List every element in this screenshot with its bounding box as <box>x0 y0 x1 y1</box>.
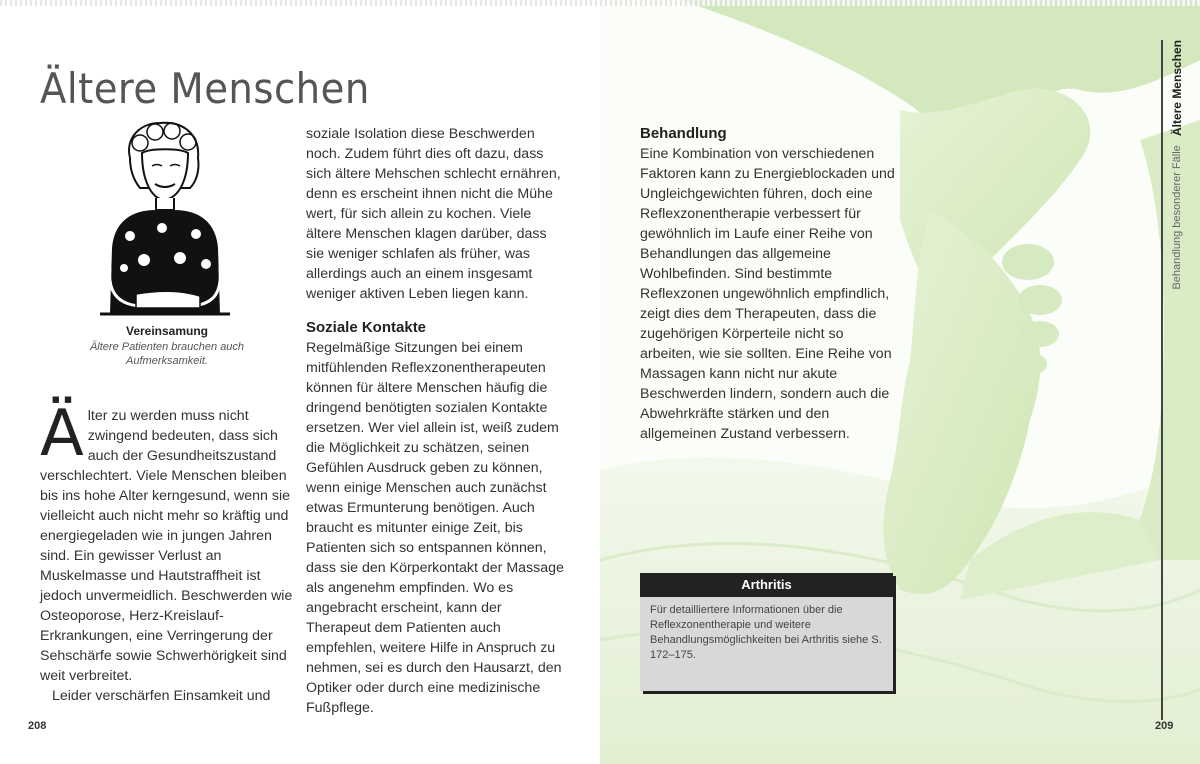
subheading-soziale-kontakte: Soziale Kontakte <box>306 319 427 336</box>
chapter-label: Ältere Menschen <box>1170 40 1184 137</box>
caption-title: Vereinsamung <box>125 324 209 338</box>
running-header <box>1148 40 1200 290</box>
top-stripe <box>0 0 1200 6</box>
paragraph: Regelmäßige Sitzungen bei einem mitfühlenden Reflexzonentherapeuten können für ältere Menschen häufig die dringend benötigten sozialen Kontakte ersetzen. Wer viel allein ist, weiß zudem die Möglichkeit zu schätzen, seinen Gefühlen Ausdruck geben zu können, wenn einige Menschen auch zunächst etwas Ermunterung benötigen. Auch braucht es mitunter einige Zeit, bis Patienten sich so entspannen können, dass sie den Körperkontakt der Massage als angenehm empfinden. Wo es angebracht erscheint, kann der Therapeut dem Patienten auch empfehlen, weitere Hilfe in Anspruch zu nehmen, sei es durch den Hausarzt, den Optiker oder durch eine medizinische Fußpflege. <box>306 340 564 716</box>
page-number-right: 209 <box>1155 720 1174 732</box>
page-title: Ältere Menschen <box>40 64 370 114</box>
column-3 <box>640 124 900 444</box>
column-2 <box>306 124 564 718</box>
infobox-text: Für detailliertere Informationen über die Reflexzonentherapie und weitere Behandlungsmöglichkeiten bei Arthritis siehe S. 172–175. <box>650 604 882 661</box>
caption-text: Ältere Patienten brauchen auch Aufmerksamkeit. <box>89 341 245 367</box>
section-label: Behandlung besonderer Fälle <box>1171 145 1183 290</box>
infobox-title: Arthritis <box>640 573 893 597</box>
dropcap: Ä <box>40 397 84 471</box>
page-number-left: 208 <box>28 720 47 732</box>
elderly-woman-illustration <box>100 118 230 318</box>
subheading-behandlung: Behandlung <box>640 125 727 142</box>
column-1 <box>40 397 296 706</box>
paragraph: Leider verschärfen Einsamkeit und <box>52 688 271 704</box>
arthritis-infobox <box>640 573 893 691</box>
paragraph: lter zu werden muss nicht zwingend bedeuten, dass sich auch der Gesundheitszustand verschlechtert. Viele Menschen bleiben bis ins hohe Alter kerngesund, wenn sie vielleicht auch nicht mehr so kräftig und energiegeladen wie in jungen Jahren sind. Ein gewisser Verlust an Muskelmasse und Hautstraffheit ist jedoch unvermeidlich. Beschwerden wie Osteoporose, Herz-Kreislauf-Erkrankungen, eine Verringerung der Sehschärfe sowie Schwerhörigkeit sind weit verbreitet. <box>40 408 293 684</box>
paragraph: soziale Isolation diese Beschwerden noch. Zudem führt dies oft dazu, dass sich ältere Mehschen schlecht ernähren, denn es erscheint ihnen nicht die Mühe wert, für sich allein zu kochen. Viele ältere Menschen klagen darüber, dass sie weniger schlafen als früher, was allerdings auch an einem insgesamt weniger aktiven Leben liegen kann. <box>306 126 561 302</box>
paragraph: Eine Kombination von verschiedenen Faktoren kann zu Energieblockaden und Ungleichgewichten führen, doch eine Reflexzonentherapie verbessert für gewöhnlich im Laufe einer Reihe von Behandlungen das allgemeine Wohlbefinden. Sind bestimmte Reflexzonen ungewöhnlich empfindlich, zeigt dies dem Therapeuten, dass die zugehörigen Körperteile nicht so arbeiten, wie sie sollten. Eine Reihe von Massagen kann nicht nur akute Beschwerden lindern, sondern auch die Abwehrkräfte stärken und den allgemeinen Zustand verbessern. <box>640 146 895 442</box>
